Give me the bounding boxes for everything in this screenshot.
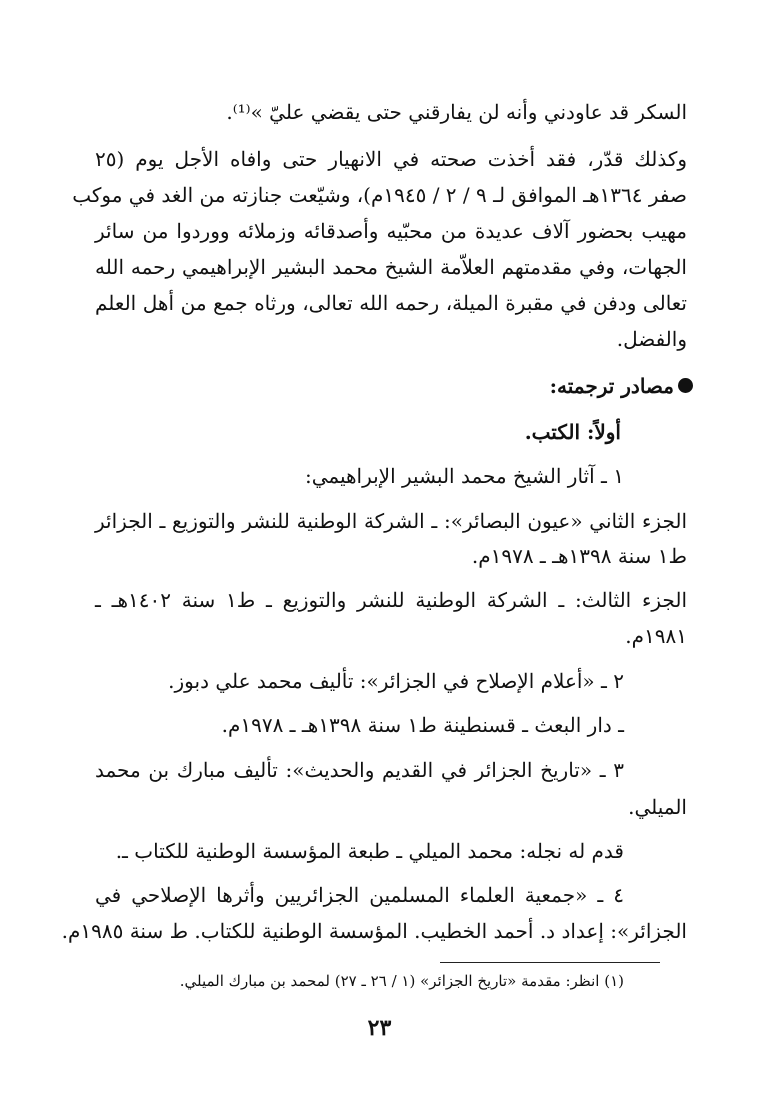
source-item-4-line-1: ٤ ـ «جمعية العلماء المسلمين الجزائريين وأثرها الإصلاحي في (95, 883, 624, 907)
text-line-1: السكر قد عاودني وأنه لن يفارقني حتى يقضي عليّ »⁽¹⁾. (226, 100, 687, 124)
source-item-3-note: قدم له نجله: محمد الميلي ـ طبعة المؤسسة الوطنية للكتاب ـ. (115, 839, 624, 863)
source-item-3-line-1: ٣ ـ «تاريخ الجزائر في القديم والحديث»: تأليف مبارك بن محمد (95, 758, 624, 782)
source-item-1: ١ ـ آثار الشيخ محمد البشير الإبراهيمي: (304, 464, 624, 488)
source-item-4-line-2: الجزائر»: إعداد د. أحمد الخطيب. المؤسسة الوطنية للكتاب. ط سنة ١٩٨٥م. (61, 919, 687, 943)
section-heading-text: مصادر ترجمته: (549, 374, 674, 398)
source-item-2: ٢ ـ «أعلام الإصلاح في الجزائر»: تأليف محمد علي دبوز. (168, 669, 624, 693)
source-item-2-publisher: ـ دار البعث ـ قسنطينة ط١ سنة ١٣٩٨هـ ـ ١٩٧٨م. (221, 713, 624, 737)
text-line-4: مهيب بحضور آلاف عديدة من محبّيه وأصدقائه وزملائه ووردوا من سائر (95, 219, 688, 243)
source-item-1-part-2-line-1: الجزء الثاني «عيون البصائر»: ـ الشركة الوطنية للنشر والتوزيع ـ الجزائر (95, 509, 687, 533)
text-line-3: صفر ١٣٦٤هـ الموافق لـ ٩ / ٢ / ١٩٤٥م)، وشيّعت جنازته من الغد في موكب (72, 183, 687, 207)
footnote-separator (440, 962, 660, 963)
section-heading (550, 371, 693, 401)
source-item-1-part-3-line-1: الجزء الثالث: ـ الشركة الوطنية للنشر والتوزيع ـ ط١ سنة ١٤٠٢هـ ـ (95, 588, 687, 612)
subheading-books: أولاً: الكتب. (524, 420, 621, 444)
text-line-6: تعالى ودفن في مقبرة الميلة، رحمه الله تعالى، ورثاه جمع من أهل العلم (95, 291, 687, 315)
text-line-2: وكذلك قدّر، فقد أخذت صحته في الانهيار حتى وافاه الأجل يوم (٢٥ (95, 147, 687, 171)
text-line-5: الجهات، وفي مقدمتهم العلاّمة الشيخ محمد البشير الإبراهيمي رحمه الله (95, 255, 687, 279)
footnote: (١) انظر: مقدمة «تاريخ الجزائر» (١ / ٢٦ ـ ٢٧) لمحمد بن مبارك الميلي. (179, 972, 624, 990)
source-item-1-part-2-line-2: ط١ سنة ١٣٩٨هـ ـ ١٩٧٨م. (471, 544, 687, 568)
source-item-3-line-2: الميلي. (628, 795, 687, 819)
source-item-1-part-3-line-2: ١٩٨١م. (625, 624, 687, 648)
page-number: ٢٣ (367, 1015, 392, 1041)
text-line-7: والفضل. (616, 327, 687, 351)
bullet-circle-icon (678, 378, 693, 393)
